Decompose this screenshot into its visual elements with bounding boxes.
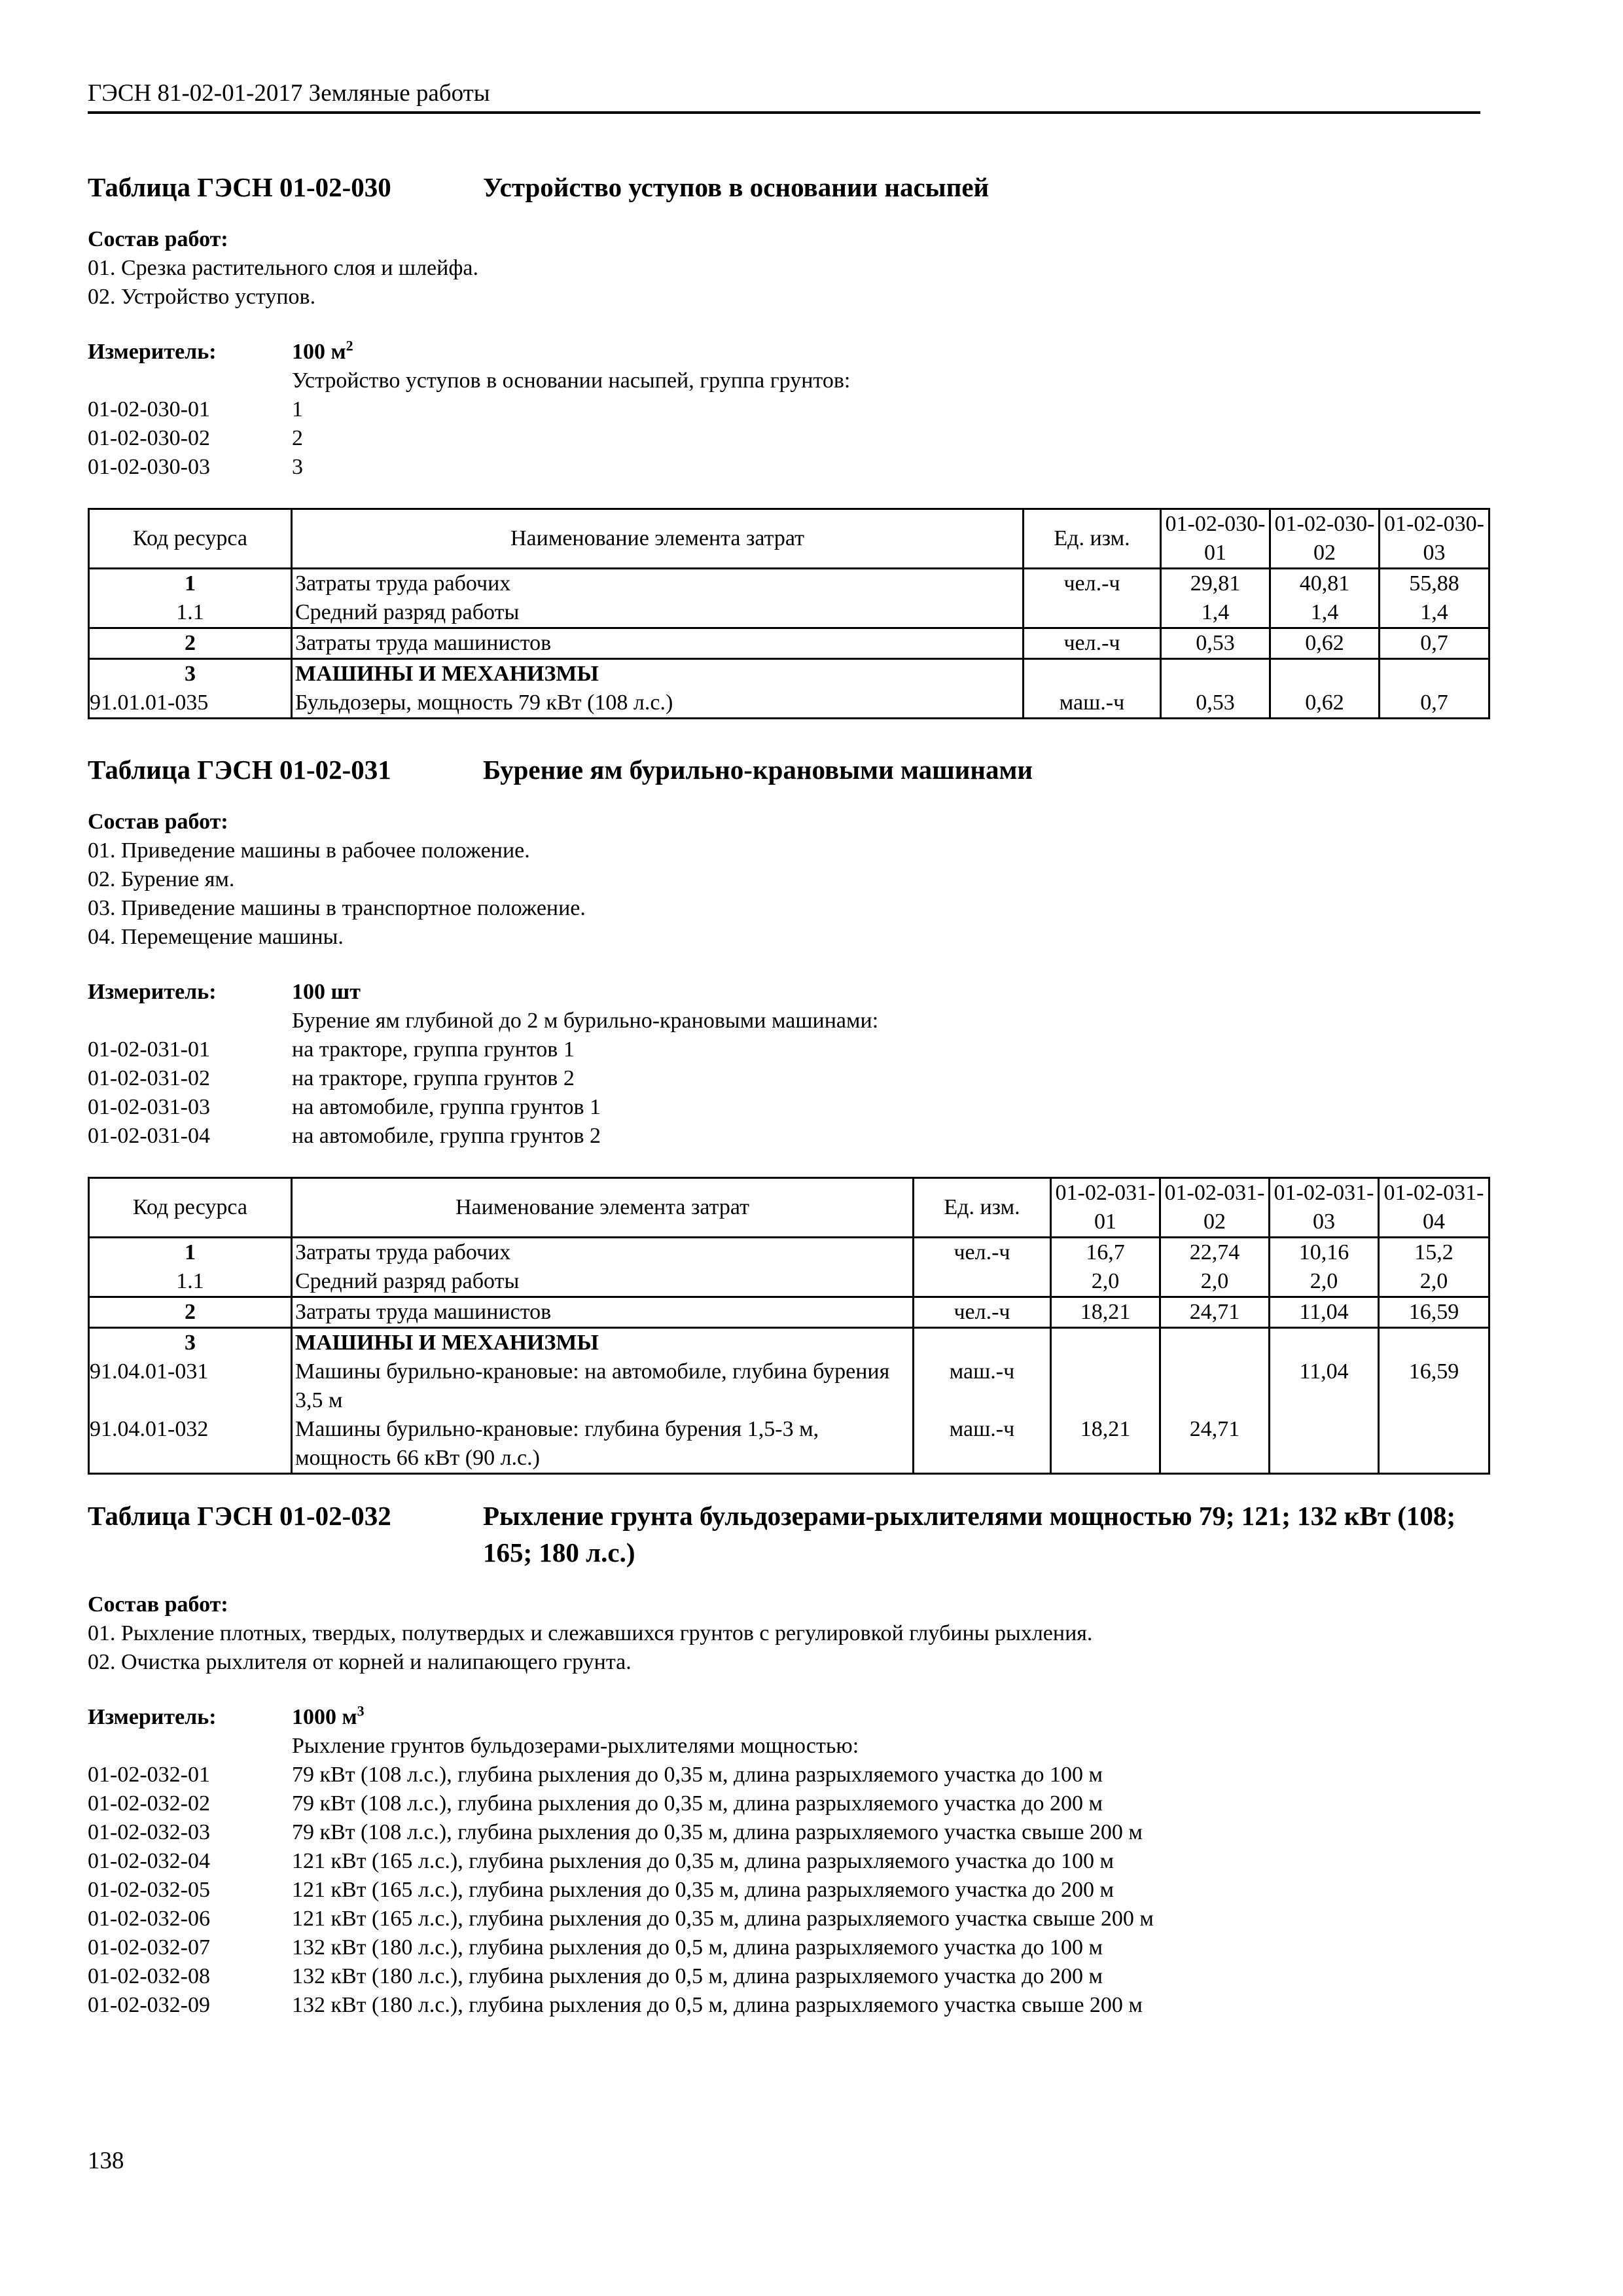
work-item: 01. Срезка растительного слоя и шлейфа. — [88, 256, 478, 280]
table-title: Рыхление грунта бульдозерами-рыхлителями мощностью 79; 121; 132 кВт (108; 165; 180 л.с.) — [483, 1501, 1456, 1568]
header-col: 01-02-030-01 — [1161, 509, 1270, 569]
resource-table — [88, 1177, 1490, 1475]
norm-item: 01-02-032-04 121 кВт (165 л.с.), глубина рыхления до 0,35 м, длина разрыхляемого участка до 100 м — [88, 1849, 1114, 1873]
norm-item: 01-02-032-01 79 кВт (108 л.с.), глубина рыхления до 0,35 м, длина разрыхляемого участка до 100 м — [88, 1763, 1103, 1787]
measure-value: 1000 $м^3$ — [292, 1702, 365, 1729]
measure-description: Бурение ям глубиной до 2 м бурильно-крановыми машинами: — [292, 1009, 879, 1033]
table-row: 2 Затраты труда машинистов чел.-ч 18,21 24,71 11,04 16,59 — [89, 1297, 1489, 1328]
work-item: 01. Рыхление плотных, твердых, полутвердых и слежавшихся грунтов с регулировкой глубины рыхления. — [88, 1621, 1093, 1645]
table-row: 1 Затраты труда рабочих чел.-ч 16,7 22,74 10,16 15,2 — [89, 1238, 1489, 1268]
works-label: Состав работ: — [88, 810, 228, 834]
header-unit: Ед. изм. — [914, 1178, 1051, 1238]
header-unit: Ед. изм. — [1024, 509, 1161, 569]
table-title: Устройство уступов в основании насыпей — [483, 172, 990, 202]
table-row: 1 Затраты труда рабочих чел.-ч 29,81 40,81 55,88 — [89, 569, 1489, 599]
header-col: 01-02-031-02 — [1160, 1178, 1270, 1238]
work-item: 02. Бурение ям. — [88, 867, 235, 891]
work-item: 03. Приведение машины в транспортное положение. — [88, 896, 586, 920]
norm-item: 01-02-031-03 на автомобиле, группа грунтов 1 — [88, 1095, 601, 1119]
table-row: 91.01.01-035 Бульдозеры, мощность 79 кВт (108 л.с.) маш.-ч 0,53 0,62 0,7 — [89, 689, 1489, 719]
measure-row — [88, 978, 1487, 1007]
work-item: 02. Устройство уступов. — [88, 285, 316, 309]
measure-label: Измеритель: — [88, 1705, 217, 1729]
work-item: 01. Приведение машины в рабочее положение. — [88, 838, 530, 863]
header-col: 01-02-031-04 — [1379, 1178, 1489, 1238]
measure-description: Рыхление грунтов бульдозерами-рыхлителями мощностью: — [292, 1734, 859, 1758]
norm-item: 01-02-032-03 79 кВт (108 л.с.), глубина рыхления до 0,35 м, длина разрыхляемого участка свыше 200 м — [88, 1820, 1143, 1844]
table-row: 2 Затраты труда машинистов чел.-ч 0,53 0,62 0,7 — [89, 628, 1489, 659]
measure-label: Измеритель: — [88, 980, 217, 1004]
header-name: Наименование элемента затрат — [292, 1178, 914, 1238]
norm-item: 01-02-032-09 132 кВт (180 л.с.), глубина рыхления до 0,5 м, длина разрыхляемого участка свыше 200 м — [88, 1993, 1143, 2017]
table-code: Таблица ГЭСН 01-02-032 — [88, 1501, 391, 1531]
work-item: 04. Перемещение машины. — [88, 925, 344, 949]
table-row: 91.04.01-031 Машины бурильно-крановые: на автомобиле, глубина бурения 3,5 м маш.-ч 11,04 16,59 — [89, 1357, 1489, 1415]
norm-item: 01-02-032-06 121 кВт (165 л.с.), глубина рыхления до 0,35 м, длина разрыхляемого участка свыше 200 м — [88, 1907, 1154, 1931]
section-title — [88, 169, 1487, 206]
page-number: 138 — [88, 2147, 124, 2174]
table-row: 3 МАШИНЫ И МЕХАНИЗМЫ — [89, 659, 1489, 689]
section-title — [88, 751, 1487, 788]
norm-item: 01-02-032-07 132 кВт (180 л.с.), глубина рыхления до 0,5 м, длина разрыхляемого участка до 100 м — [88, 1935, 1103, 1960]
header-code: Код ресурса — [89, 509, 292, 569]
section-01-02-032 — [88, 1498, 1487, 2020]
norm-item: 01-02-031-04 на автомобиле, группа грунтов 2 — [88, 1124, 601, 1148]
section-title — [88, 1498, 1487, 1571]
table-header-row — [89, 509, 1489, 569]
table-title: Бурение ям бурильно-крановыми машинами — [483, 755, 1033, 785]
section-01-02-031 — [88, 751, 1487, 1475]
table-row: 3 МАШИНЫ И МЕХАНИЗМЫ — [89, 1328, 1489, 1358]
header-col: 01-02-031-01 — [1051, 1178, 1160, 1238]
table-row: 91.04.01-032 Машины бурильно-крановые: глубина бурения 1,5-3 м, мощность 66 кВт (90 л.с.) маш.-ч 18,21 24,71 — [89, 1415, 1489, 1474]
measure-value: 100 шт — [292, 980, 361, 1004]
norm-item: 01-02-031-01 на тракторе, группа грунтов 1 — [88, 1037, 575, 1062]
header-name: Наименование элемента затрат — [292, 509, 1024, 569]
table-header-row — [89, 1178, 1489, 1238]
section-01-02-030 — [88, 169, 1487, 719]
measure-row — [88, 338, 1487, 367]
table-row: 1.1 Средний разряд работы 1,4 1,4 1,4 — [89, 598, 1489, 628]
works-label: Состав работ: — [88, 227, 228, 251]
header-col: 01-02-031-03 — [1270, 1178, 1379, 1238]
work-item: 02. Очистка рыхлителя от корней и налипающего грунта. — [88, 1650, 632, 1674]
running-header: ГЭСН 81-02-01-2017 Земляные работы — [88, 77, 1480, 114]
norm-item: 01-02-032-08 132 кВт (180 л.с.), глубина рыхления до 0,5 м, длина разрыхляемого участка до 200 м — [88, 1964, 1103, 1988]
header-col: 01-02-030-02 — [1270, 509, 1380, 569]
norm-item: 01-02-030-03 3 — [88, 455, 303, 479]
works-label: Состав работ: — [88, 1592, 228, 1617]
measure-description: Устройство уступов в основании насыпей, группа грунтов: — [292, 368, 851, 393]
norm-item: 01-02-032-02 79 кВт (108 л.с.), глубина рыхления до 0,35 м, длина разрыхляемого участка до 200 м — [88, 1791, 1103, 1816]
table-code: Таблица ГЭСН 01-02-030 — [88, 172, 391, 202]
measure-label: Измеритель: — [88, 340, 217, 364]
table-row: 1.1 Средний разряд работы 2,0 2,0 2,0 2,0 — [89, 1267, 1489, 1297]
measure-row — [88, 1703, 1487, 1732]
norm-item: 01-02-031-02 на тракторе, группа грунтов 2 — [88, 1066, 575, 1090]
header-col: 01-02-030-03 — [1380, 509, 1489, 569]
header-code: Код ресурса — [89, 1178, 292, 1238]
measure-value: 100 $м^2$ — [292, 337, 353, 364]
norm-item: 01-02-032-05 121 кВт (165 л.с.), глубина рыхления до 0,35 м, длина разрыхляемого участка до 200 м — [88, 1878, 1114, 1902]
norm-item: 01-02-030-01 1 — [88, 397, 303, 422]
resource-table — [88, 508, 1490, 719]
table-code: Таблица ГЭСН 01-02-031 — [88, 755, 391, 785]
norm-item: 01-02-030-02 2 — [88, 426, 303, 450]
